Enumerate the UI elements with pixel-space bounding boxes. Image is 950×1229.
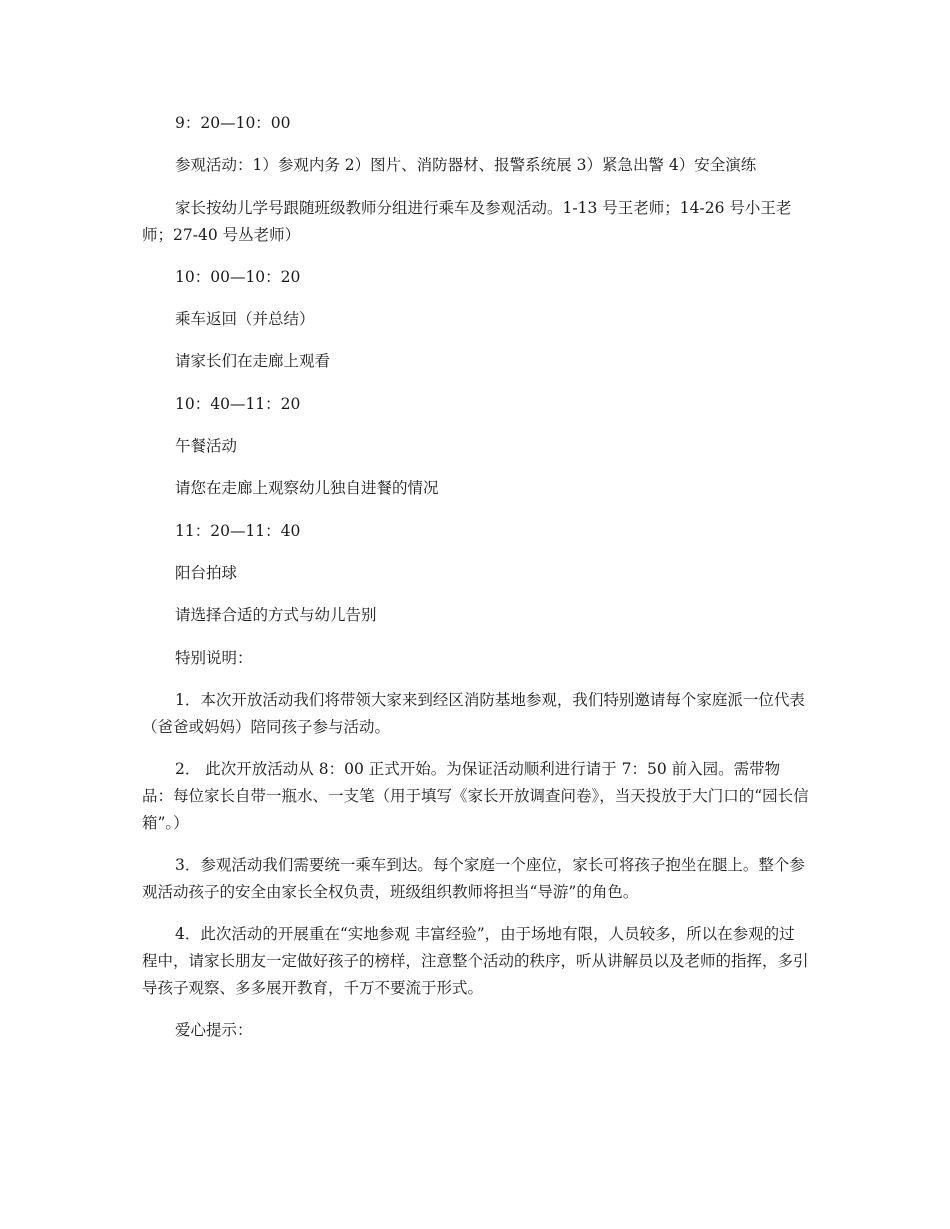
special-notes-heading: 特别说明： <box>175 649 253 667</box>
note-corridor-watch: 请家长们在走廊上观看 <box>175 352 331 370</box>
activity-lunch: 午餐活动 <box>175 437 238 455</box>
time-slot-4: 11：20—11：40 <box>175 522 301 540</box>
special-note-2: 2． 此次开放活动从 8：00 正式开始。为保证活动顺利进行请于 7：50 前入园。需带物品：每位家长自带一瓶水、一支笔（用于填写《家长开放调查问卷》，当天投放于大门口的“园长信箱”。） <box>142 760 809 832</box>
activity-visit-list: 参观活动：1）参观内务 2）图片、消防器材、报警系统展 3）紧急出警 4）安全演练 <box>175 156 757 174</box>
group-assignment: 家长按幼儿学号跟随班级教师分组进行乘车及参观活动。1-13 号王老师；14-26 号小王老师；27-40 号丛老师） <box>142 199 792 244</box>
note-farewell: 请选择合适的方式与幼儿告别 <box>175 606 377 624</box>
note-lunch-observe: 请您在走廊上观察幼儿独自进餐的情况 <box>175 479 439 497</box>
special-note-1: 1．本次开放活动我们将带领大家来到经区消防基地参观，我们特别邀请每个家庭派一位代表（爸爸或妈妈）陪同孩子参与活动。 <box>142 691 805 736</box>
time-slot-3: 10：40—11：20 <box>175 395 301 413</box>
activity-return: 乘车返回（并总结） <box>175 310 315 328</box>
time-slot-1: 9：20—10：00 <box>175 114 291 132</box>
care-tips-heading: 爱心提示： <box>175 1021 253 1039</box>
time-slot-2: 10：00—10：20 <box>175 268 301 286</box>
activity-ball: 阳台拍球 <box>175 564 238 582</box>
special-note-3: 3．参观活动我们需要统一乘车到达。每个家庭一个座位，家长可将孩子抱坐在腿上。整个参观活动孩子的安全由家长全权负责，班级组织教师将担当“导游”的角色。 <box>142 856 805 901</box>
special-note-4: 4．此次活动的开展重在“实地参观 丰富经验”，由于场地有限，人员较多，所以在参观的过程中，请家长朋友一定做好孩子的榜样，注意整个活动的秩序，听从讲解员以及老师的指挥，多引导孩子观察、多多展开教育，千万不要流于形式。 <box>142 925 809 997</box>
